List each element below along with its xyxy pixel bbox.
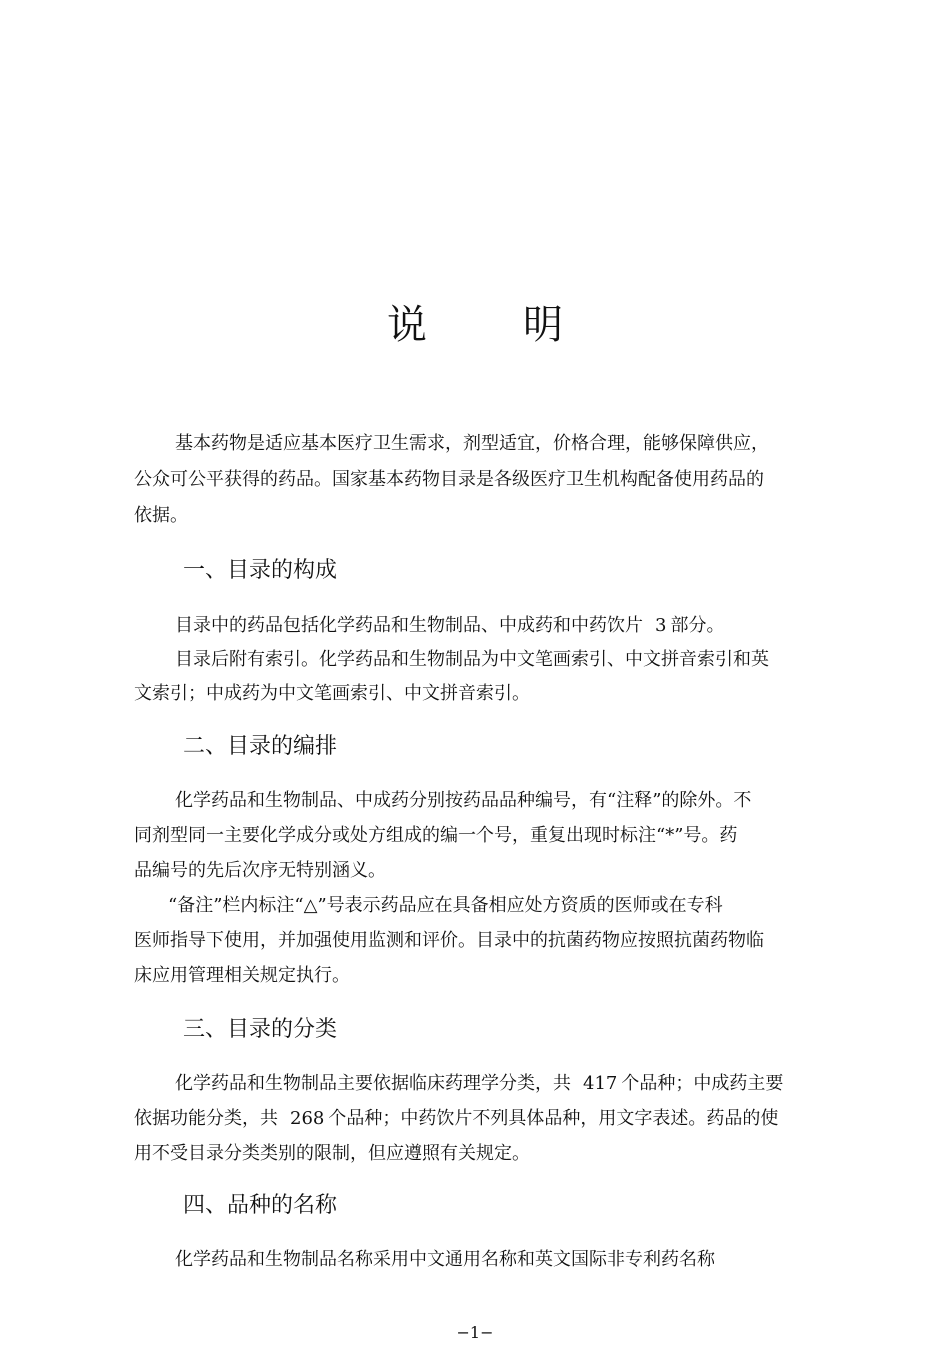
section-3-line-3: 用不受目录分类类别的限制，但应遵照有关规定。 xyxy=(134,1143,530,1164)
section-1-p1-text-after: 部分。 xyxy=(670,615,725,636)
section-3-l2-text-before: 依据功能分类，共 xyxy=(134,1108,278,1129)
section-3-l2-text-after: 个品种；中药饮片不列具体品种，用文字表述。药品的使 xyxy=(328,1108,779,1129)
section-3-l1-text-after: 个品种；中成药主要 xyxy=(621,1073,784,1094)
section-3-tcm-count: 268 xyxy=(290,1108,325,1129)
section-2-p2-line-1: “备注”栏内标注“△”号表示药品应在具备相应处方资质的医师或在专科 xyxy=(168,895,723,916)
section-2-p1-line-2: 同剂型同一主要化学成分或处方组成的编一个号，重复出现时标注“*”号。药 xyxy=(134,825,738,846)
title-char-1: 说 xyxy=(387,302,427,348)
section-2-p1-line-3: 品编号的先后次序无特别涵义。 xyxy=(134,860,386,881)
title-char-2: 明 xyxy=(523,302,563,348)
section-1-p1-text-before: 目录中的药品包括化学药品和生物制品、中成药和中药饮片 xyxy=(175,615,643,636)
section-3-line-1 xyxy=(175,1070,783,1098)
section-1-paragraph-1 xyxy=(175,612,724,640)
section-4-line-1: 化学药品和生物制品名称采用中文通用名称和英文国际非专利药名称 xyxy=(175,1249,715,1270)
intro-line-3: 依据。 xyxy=(134,505,188,526)
section-2-p2-line-2: 医师指导下使用，并加强使用监测和评价。目录中的抗菌药物应按照抗菌药物临 xyxy=(134,930,764,951)
intro-line-2: 公众可公平获得的药品。国家基本药物目录是各级医疗卫生机构配备使用药品的 xyxy=(134,469,764,490)
section-1-p2-line-2: 文索引；中成药为中文笔画索引、中文拼音索引。 xyxy=(134,683,530,704)
section-2-p2-line-3: 床应用管理相关规定执行。 xyxy=(134,965,350,986)
page-number: −1− xyxy=(456,1323,494,1342)
section-2-heading: 二、目录的编排 xyxy=(183,734,338,759)
section-2-p1-line-1: 化学药品和生物制品、中成药分别按药品品种编号，有“注释”的除外。不 xyxy=(175,790,752,811)
section-3-l1-text-before: 化学药品和生物制品主要依据临床药理学分类，共 xyxy=(175,1073,571,1094)
section-4-heading: 四、品种的名称 xyxy=(183,1193,338,1218)
section-3-heading: 三、目录的分类 xyxy=(183,1017,338,1042)
section-1-p1-count: 3 xyxy=(655,615,667,636)
intro-line-1: 基本药物是适应基本医疗卫生需求，剂型适宜，价格合理，能够保障供应， xyxy=(175,433,769,454)
section-1-heading: 一、目录的构成 xyxy=(183,558,338,583)
section-1-p2-line-1: 目录后附有索引。化学药品和生物制品为中文笔画索引、中文拼音索引和英 xyxy=(175,649,769,670)
page-title xyxy=(0,297,950,353)
section-3-line-2 xyxy=(134,1105,778,1133)
section-3-chemical-count: 417 xyxy=(583,1073,618,1094)
